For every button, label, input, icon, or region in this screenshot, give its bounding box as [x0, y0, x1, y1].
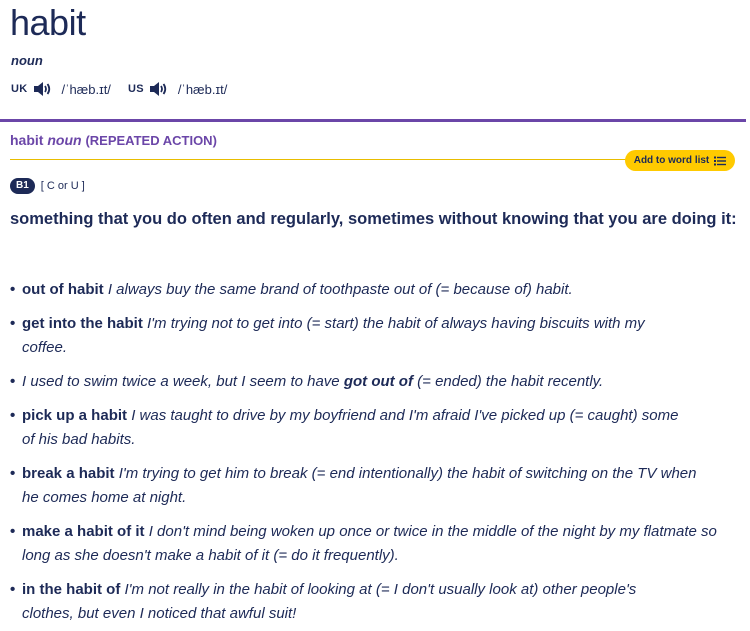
example-sentence-end: (= ended) the habit recently.: [417, 373, 604, 390]
section-divider: [0, 119, 746, 122]
example-phrase: get into the habit: [22, 315, 143, 332]
example-sentence-start: I used to swim twice a week, but I seem to have: [22, 373, 340, 390]
region-label-us: US: [128, 83, 144, 95]
example-phrase: pick up a habit: [22, 407, 128, 424]
sense-pos: noun: [47, 132, 82, 148]
example-item: [10, 404, 682, 452]
examples-list: [10, 278, 730, 626]
sense-heading: [10, 132, 217, 148]
sense-guideword: (REPEATED ACTION): [85, 133, 217, 148]
example-item: [10, 278, 730, 302]
example-phrase: break a habit: [22, 465, 115, 482]
example-phrase: in the habit of: [22, 581, 121, 598]
add-button-label: Add to word list: [633, 155, 710, 166]
speaker-icon[interactable]: [148, 80, 168, 98]
list-icon: [714, 156, 726, 166]
example-phrase: got out of: [343, 373, 413, 390]
example-sentence: I'm trying not to get into (= start) the habit of always having biscuits with my coffee.: [22, 315, 645, 356]
definition: something that you do often and regularly, sometimes without knowing that you are doing it:: [10, 210, 737, 228]
pronunciation-us: [128, 80, 227, 98]
sense-headword: habit: [10, 132, 44, 148]
example-item: [10, 578, 682, 626]
level-badge: B1: [10, 178, 35, 194]
pronunciation-uk: [11, 80, 111, 98]
example-phrase: make a habit of it: [22, 523, 145, 540]
example-item: [10, 312, 682, 360]
example-item: [10, 462, 702, 510]
sense-underline: [10, 159, 630, 160]
level-row: [10, 178, 85, 194]
example-sentence: I was taught to drive by my boyfriend and I'm afraid I've picked up (= caught) some of his bad habits.: [22, 407, 679, 448]
example-sentence: I'm trying to get him to break (= end intentionally) the habit of switching on the TV when he comes home at night.: [22, 465, 697, 506]
part-of-speech: noun: [11, 53, 43, 68]
example-sentence: I don't mind being woken up once or twice in the middle of the night by my flatmate so long as she doesn't make a habit of it (= do it frequently).: [22, 523, 717, 564]
example-item: [10, 370, 730, 394]
example-sentence: I always buy the same brand of toothpaste out of (= because of) habit.: [107, 281, 573, 298]
region-label-uk: UK: [11, 83, 28, 95]
example-sentence: I'm not really in the habit of looking at (= I don't usually look at) other people's clothes, but even I noticed that awful suit!: [22, 581, 637, 622]
ipa-us: /ˈhæb.ɪt/: [177, 81, 228, 97]
headword: habit: [10, 2, 86, 43]
example-item: [10, 520, 717, 568]
ipa-uk: /ˈhæb.ɪt/: [61, 81, 111, 97]
grammar-code: [ C or U ]: [40, 180, 85, 192]
speaker-icon[interactable]: [32, 80, 52, 98]
example-phrase: out of habit: [22, 281, 104, 298]
add-to-word-list-button[interactable]: [625, 150, 735, 171]
